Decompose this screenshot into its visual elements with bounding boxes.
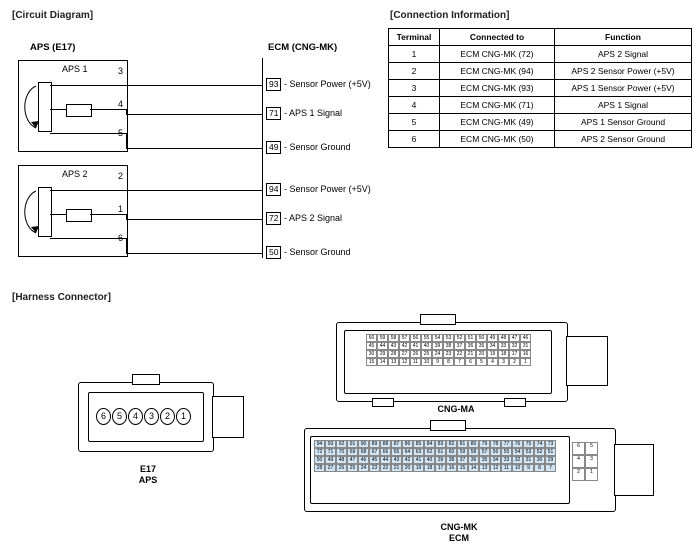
cng-ma-pin-60: 60 [366, 334, 377, 342]
cng-mk-pin-36: 36 [468, 456, 479, 464]
cng-ma-pin-19: 19 [487, 350, 498, 358]
cng-ma-pin-52: 52 [454, 334, 465, 342]
ecm-terminal-93-number: 93 [266, 78, 281, 91]
cng-mk-pin-25: 25 [347, 464, 358, 472]
table-row [389, 114, 692, 131]
cng-mk-pin-54: 54 [512, 448, 523, 456]
cng-mk-pin-22: 22 [380, 464, 391, 472]
e17-pin-row [96, 408, 191, 425]
cng-mk-pin-70: 70 [336, 448, 347, 456]
ecm-terminal-94 [266, 183, 371, 196]
cng-ma-pin-44: 44 [377, 342, 388, 350]
cng-mk-pin-17: 17 [435, 464, 446, 472]
cng-mk-pin-42: 42 [402, 456, 413, 464]
cng-ma-pin-40: 40 [421, 342, 432, 350]
cell-terminal: 3 [389, 80, 440, 97]
cng-mk-pin-46: 46 [358, 456, 369, 464]
cng-mk-pin-33: 33 [501, 456, 512, 464]
ecm-terminal-49-number: 49 [266, 141, 281, 154]
cng-ma-pin-28: 28 [388, 350, 399, 358]
e17-pin-6: 6 [96, 408, 111, 425]
cng-ma-pin-7: 7 [454, 358, 465, 366]
cng-mk-pin-60: 60 [446, 448, 457, 456]
aps1-label: APS 1 [62, 64, 88, 74]
cng-ma-foot-left [372, 398, 394, 407]
cng-mk-pin-62: 62 [424, 448, 435, 456]
connection-information-title: [Connection Information] [390, 10, 510, 21]
wire-pin4 [126, 114, 262, 115]
cng-mk-pin-79: 79 [479, 440, 490, 448]
cng-ma-pin-51: 51 [465, 334, 476, 342]
cng-mk-pin-64: 64 [402, 448, 413, 456]
wire-pin6 [126, 253, 262, 254]
cng-mk-pin-65: 65 [391, 448, 402, 456]
cng-mk-pin-49: 49 [325, 456, 336, 464]
cng-mk-pin-61: 61 [435, 448, 446, 456]
cng-mk-pin-77: 77 [501, 440, 512, 448]
cng-mk-pin-41: 41 [413, 456, 424, 464]
cng-mk-pin-82: 82 [446, 440, 457, 448]
cng-ma-pin-42: 42 [399, 342, 410, 350]
cng-mk-pin-20: 20 [402, 464, 413, 472]
cng-ma-pin-15: 15 [366, 358, 377, 366]
e17-pin-1: 1 [176, 408, 191, 425]
cng-mk-pin-31: 31 [523, 456, 534, 464]
col-connected-to: Connected to [440, 29, 555, 46]
cng-ma-pin-30: 30 [366, 350, 377, 358]
cng-ma-pin-24: 24 [432, 350, 443, 358]
conn-table [388, 28, 692, 148]
cng-mk-pin-39: 39 [435, 456, 446, 464]
cng-mk-pin-18: 18 [424, 464, 435, 472]
cng-mk-pin-92: 92 [336, 440, 347, 448]
cng-mk-pin-83: 83 [435, 440, 446, 448]
cng-ma-pin-9: 9 [432, 358, 443, 366]
cng-mk-pin-80: 80 [468, 440, 479, 448]
pin-number-6: 6 [118, 233, 124, 243]
cng-mk-pin-21: 21 [391, 464, 402, 472]
cng-mk-pin-7: 7 [545, 464, 556, 472]
ecm-terminal-71-text: - APS 1 Signal [283, 108, 343, 118]
cell-connected-to: ECM CNG-MK (93) [440, 80, 555, 97]
aps1-rotation-arrow-icon [20, 82, 42, 134]
ecm-terminal-94-number: 94 [266, 183, 281, 196]
cell-function: APS 2 Signal [555, 46, 692, 63]
cng-mk-pin-89: 89 [369, 440, 380, 448]
wire-pin3 [126, 85, 262, 86]
ecm-terminal-72-number: 72 [266, 212, 281, 225]
cng-mk-pin-47: 47 [347, 456, 358, 464]
cng-ma-pin-20: 20 [476, 350, 487, 358]
cng-ma-pin-58: 58 [388, 334, 399, 342]
cng-mk-pin-8: 8 [534, 464, 545, 472]
e17-pin-3: 3 [144, 408, 159, 425]
cng-ma-pin-47: 47 [509, 334, 520, 342]
cng-ma-pin-41: 41 [410, 342, 421, 350]
cell-function: APS 2 Sensor Power (+5V) [555, 63, 692, 80]
cng-mk-pin-35: 35 [479, 456, 490, 464]
wire-pin2 [126, 190, 262, 191]
ecm-terminal-93-text: - Sensor Power (+5V) [283, 79, 371, 89]
cng-ma-pin-10: 10 [421, 358, 432, 366]
cng-ma-pin-25: 25 [421, 350, 432, 358]
cell-function: APS 1 Signal [555, 97, 692, 114]
e17-lock-tab [132, 374, 160, 385]
cng-mk-pin-58: 58 [468, 448, 479, 456]
cng-mk-pin-55: 55 [501, 448, 512, 456]
e17-pin-5: 5 [112, 408, 127, 425]
cng-ma-pin-17: 17 [509, 350, 520, 358]
cng-mk-side-pin-grid [572, 442, 598, 481]
cng-ma-pin-5: 5 [476, 358, 487, 366]
pin-number-4: 4 [118, 99, 124, 109]
cng-mk-pin-29: 29 [545, 456, 556, 464]
cng-ma-pin-23: 23 [443, 350, 454, 358]
cng-ma-pin-31: 31 [520, 342, 531, 350]
cell-function: APS 2 Sensor Ground [555, 131, 692, 148]
aps2-rotation-arrow-icon [20, 187, 42, 239]
cng-ma-pin-2: 2 [509, 358, 520, 366]
ecm-connector-title: ECM (CNG-MK) [268, 42, 338, 53]
table-row [389, 46, 692, 63]
cng-ma-pin-29: 29 [377, 350, 388, 358]
aps1-resistor [66, 104, 92, 117]
cng-ma-pin-36: 36 [465, 342, 476, 350]
cell-terminal: 4 [389, 97, 440, 114]
harness-connector-title: [Harness Connector] [12, 292, 111, 303]
cng-ma-side-tab [566, 336, 608, 386]
cng-ma-pin-45: 45 [366, 342, 377, 350]
cng-mk-pin-81: 81 [457, 440, 468, 448]
cng-mk-pin-37: 37 [457, 456, 468, 464]
cng-mk-side-pin-2: 2 [572, 468, 585, 481]
cng-ma-pin-3: 3 [498, 358, 509, 366]
ecm-terminal-71-number: 71 [266, 107, 281, 120]
cng-mk-pin-73: 73 [545, 440, 556, 448]
cng-mk-caption-line2: ECM [449, 533, 469, 543]
cng-mk-pin-16: 16 [446, 464, 457, 472]
aps2-label: APS 2 [62, 169, 88, 179]
cng-mk-side-pin-1: 1 [585, 468, 598, 481]
cng-mk-side-pin-6: 6 [572, 442, 585, 455]
cng-ma-pin-49: 49 [487, 334, 498, 342]
cng-mk-pin-56: 56 [490, 448, 501, 456]
cng-ma-pin-grid [366, 334, 531, 366]
cng-mk-pin-24: 24 [358, 464, 369, 472]
cng-mk-pin-44: 44 [380, 456, 391, 464]
cng-mk-pin-48: 48 [336, 456, 347, 464]
cng-mk-pin-72: 72 [314, 448, 325, 456]
cng-ma-pin-56: 56 [410, 334, 421, 342]
cng-ma-pin-26: 26 [410, 350, 421, 358]
cng-ma-pin-37: 37 [454, 342, 465, 350]
cell-connected-to: ECM CNG-MK (49) [440, 114, 555, 131]
cng-ma-pin-46: 46 [520, 334, 531, 342]
pin-number-3: 3 [118, 66, 124, 76]
ecm-terminal-50 [266, 246, 351, 259]
ecm-terminal-49-text: - Sensor Ground [283, 142, 351, 152]
cng-mk-pin-53: 53 [523, 448, 534, 456]
table-row [389, 80, 692, 97]
table-row [389, 63, 692, 80]
cng-ma-pin-16: 16 [520, 350, 531, 358]
table-row [389, 131, 692, 148]
cng-ma-pin-32: 32 [509, 342, 520, 350]
cng-ma-pin-6: 6 [465, 358, 476, 366]
cell-function: APS 1 Sensor Power (+5V) [555, 80, 692, 97]
cng-mk-pin-76: 76 [512, 440, 523, 448]
cng-mk-pin-59: 59 [457, 448, 468, 456]
cng-mk-pin-10: 10 [512, 464, 523, 472]
e17-caption-line1: E17 [139, 464, 156, 474]
cng-mk-pin-78: 78 [490, 440, 501, 448]
cng-ma-pin-13: 13 [388, 358, 399, 366]
cell-connected-to: ECM CNG-MK (71) [440, 97, 555, 114]
cng-mk-pin-32: 32 [512, 456, 523, 464]
cng-mk-pin-15: 15 [457, 464, 468, 472]
cng-mk-pin-19: 19 [413, 464, 424, 472]
cell-connected-to: ECM CNG-MK (94) [440, 63, 555, 80]
cng-mk-pin-13: 13 [479, 464, 490, 472]
cng-mk-pin-30: 30 [534, 456, 545, 464]
cng-ma-foot-right [504, 398, 526, 407]
cng-ma-pin-4: 4 [487, 358, 498, 366]
cng-ma-pin-22: 22 [454, 350, 465, 358]
cng-ma-pin-1: 1 [520, 358, 531, 366]
col-terminal: Terminal [389, 29, 440, 46]
ecm-bus-line [262, 58, 263, 258]
ecm-terminal-50-number: 50 [266, 246, 281, 259]
cng-ma-pin-50: 50 [476, 334, 487, 342]
cng-mk-pin-43: 43 [391, 456, 402, 464]
cng-mk-pin-23: 23 [369, 464, 380, 472]
cng-mk-pin-11: 11 [501, 464, 512, 472]
cng-ma-pin-8: 8 [443, 358, 454, 366]
aps-connector-title: APS (E17) [30, 42, 76, 53]
connection-information-table [388, 8, 694, 148]
circuit-diagram-title: [Circuit Diagram] [12, 10, 94, 21]
cng-mk-side-pin-3: 3 [585, 455, 598, 468]
cell-function: APS 1 Sensor Ground [555, 114, 692, 131]
cell-connected-to: ECM CNG-MK (72) [440, 46, 555, 63]
cng-mk-pin-71: 71 [325, 448, 336, 456]
cng-ma-pin-11: 11 [410, 358, 421, 366]
cell-terminal: 2 [389, 63, 440, 80]
ecm-terminal-50-text: - Sensor Ground [283, 247, 351, 257]
cng-ma-pin-48: 48 [498, 334, 509, 342]
cell-terminal: 5 [389, 114, 440, 131]
cng-ma-lock-tab [420, 314, 456, 325]
e17-side-tab [212, 396, 244, 438]
cng-mk-pin-68: 68 [358, 448, 369, 456]
cng-mk-pin-67: 67 [369, 448, 380, 456]
cng-ma-pin-12: 12 [399, 358, 410, 366]
cng-ma-pin-59: 59 [377, 334, 388, 342]
cng-mk-pin-9: 9 [523, 464, 534, 472]
cng-ma-pin-27: 27 [399, 350, 410, 358]
cng-ma-pin-21: 21 [465, 350, 476, 358]
cng-mk-side-tab [614, 444, 654, 496]
cng-mk-pin-88: 88 [380, 440, 391, 448]
wire-pin1 [126, 219, 262, 220]
cell-terminal: 1 [389, 46, 440, 63]
cng-mk-pin-69: 69 [347, 448, 358, 456]
cng-mk-pin-87: 87 [391, 440, 402, 448]
cng-ma-pin-34: 34 [487, 342, 498, 350]
cng-mk-pin-52: 52 [534, 448, 545, 456]
table-header-row [389, 29, 692, 46]
e17-pin-2: 2 [160, 408, 175, 425]
cng-ma-pin-53: 53 [443, 334, 454, 342]
pin-number-1: 1 [118, 204, 124, 214]
cng-ma-pin-54: 54 [432, 334, 443, 342]
cng-ma-pin-35: 35 [476, 342, 487, 350]
cell-connected-to: ECM CNG-MK (50) [440, 131, 555, 148]
ecm-terminal-93 [266, 78, 371, 91]
cng-mk-pin-94: 94 [314, 440, 325, 448]
cng-ma-pin-14: 14 [377, 358, 388, 366]
circuit-diagram [0, 0, 380, 280]
cng-ma-caption: CNG-MA [437, 404, 475, 414]
e17-pin-4: 4 [128, 408, 143, 425]
cng-mk-caption-line1: CNG-MK [440, 522, 478, 532]
cng-mk-pin-12: 12 [490, 464, 501, 472]
wire-pin5 [126, 148, 262, 149]
ecm-terminal-94-text: - Sensor Power (+5V) [283, 184, 371, 194]
cng-mk-pin-27: 27 [325, 464, 336, 472]
table-row [389, 97, 692, 114]
cng-ma-pin-43: 43 [388, 342, 399, 350]
pin-number-2: 2 [118, 171, 124, 181]
cng-mk-lock-tab [430, 420, 466, 431]
cng-mk-pin-26: 26 [336, 464, 347, 472]
cng-mk-pin-84: 84 [424, 440, 435, 448]
cng-mk-side-pin-4: 4 [572, 455, 585, 468]
cng-mk-pin-91: 91 [347, 440, 358, 448]
cng-mk-pin-45: 45 [369, 456, 380, 464]
col-function: Function [555, 29, 692, 46]
ecm-terminal-72 [266, 212, 342, 225]
ecm-terminal-49 [266, 141, 351, 154]
cng-mk-pin-50: 50 [314, 456, 325, 464]
aps2-resistor [66, 209, 92, 222]
e17-caption-line2: APS [138, 475, 158, 485]
cng-ma-pin-33: 33 [498, 342, 509, 350]
cng-ma-pin-57: 57 [399, 334, 410, 342]
cng-ma-pin-55: 55 [421, 334, 432, 342]
cng-mk-side-pin-5: 5 [585, 442, 598, 455]
cng-mk-pin-57: 57 [479, 448, 490, 456]
pin-number-5: 5 [118, 128, 124, 138]
cng-mk-pin-51: 51 [545, 448, 556, 456]
cng-mk-pin-63: 63 [413, 448, 424, 456]
cng-mk-pin-75: 75 [523, 440, 534, 448]
cng-mk-pin-grid [314, 440, 556, 472]
cng-mk-pin-28: 28 [314, 464, 325, 472]
ecm-terminal-71 [266, 107, 342, 120]
cng-ma-pin-18: 18 [498, 350, 509, 358]
cng-mk-pin-38: 38 [446, 456, 457, 464]
cng-mk-pin-90: 90 [358, 440, 369, 448]
cng-ma-pin-39: 39 [432, 342, 443, 350]
cng-mk-pin-34: 34 [490, 456, 501, 464]
cng-mk-pin-86: 86 [402, 440, 413, 448]
ecm-terminal-72-text: - APS 2 Signal [283, 213, 343, 223]
cng-mk-pin-14: 14 [468, 464, 479, 472]
cng-mk-pin-85: 85 [413, 440, 424, 448]
cng-ma-pin-38: 38 [443, 342, 454, 350]
cng-mk-pin-74: 74 [534, 440, 545, 448]
cng-mk-pin-66: 66 [380, 448, 391, 456]
cell-terminal: 6 [389, 131, 440, 148]
cng-mk-pin-93: 93 [325, 440, 336, 448]
cng-mk-pin-40: 40 [424, 456, 435, 464]
